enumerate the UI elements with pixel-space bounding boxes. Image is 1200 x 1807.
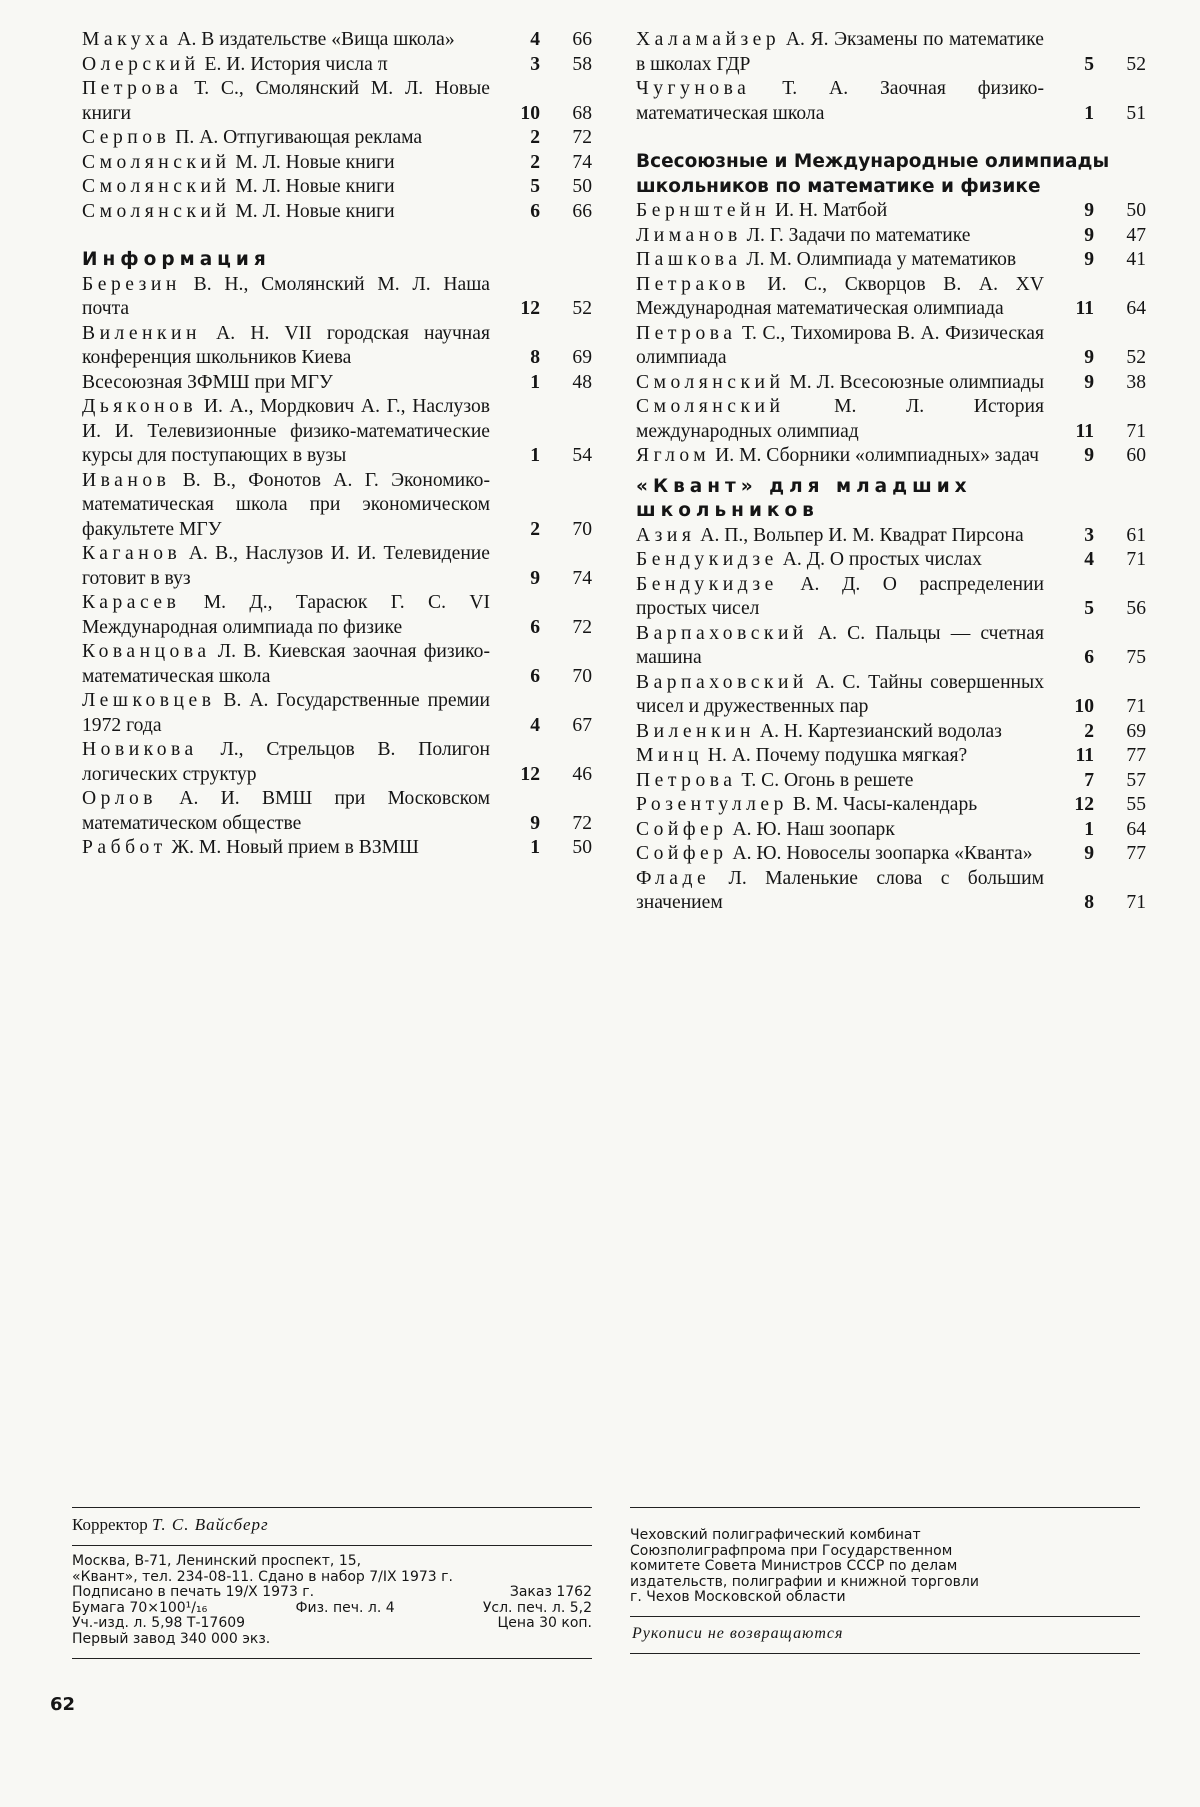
- entry-page: 71: [1126, 549, 1146, 570]
- index-entry: [82, 542, 592, 591]
- entry-title: Л. Г. Задачи по математике: [741, 224, 971, 246]
- entry-page: 51: [1126, 102, 1146, 124]
- entry-text: [82, 371, 502, 396]
- index-entry: [636, 842, 1146, 867]
- manuscripts-note: Рукописи не возвращаются: [632, 1624, 844, 1642]
- entry-title: М. Л. Всесоюзные олимпиады: [784, 371, 1044, 393]
- information-entries: [82, 273, 592, 861]
- entry-issue: 9: [1084, 445, 1094, 466]
- publication-details: [72, 1546, 592, 1648]
- entry-author: Виленкин: [636, 720, 756, 742]
- index-entry: [636, 371, 1146, 396]
- entry-author: Варпаховский: [636, 671, 808, 693]
- entry-title: Т. С. Огонь в решете: [736, 769, 914, 791]
- entry-title: Всесоюзная ЗФМШ при МГУ: [82, 371, 333, 393]
- entry-author: Сойфер: [636, 843, 728, 864]
- entry-title: Л. В. Киевская заочная физико-математическая школа: [82, 641, 490, 687]
- entry-text: [82, 175, 502, 200]
- entry-issue: 10: [520, 102, 540, 124]
- index-entry: [636, 793, 1146, 818]
- entry-text: [82, 738, 502, 787]
- entry-page: 52: [1126, 53, 1146, 75]
- entry-issue: 6: [530, 665, 540, 687]
- index-entry: [636, 77, 1146, 126]
- entry-author: Смолянский: [636, 371, 785, 393]
- entry-page: 47: [1126, 224, 1146, 246]
- entry-issue: 11: [1075, 298, 1094, 319]
- entry-author: Кованцова: [82, 641, 211, 662]
- left-top-entries: [82, 28, 592, 224]
- right-index-column: [636, 28, 1146, 916]
- entry-issue: 2: [530, 127, 540, 148]
- index-entry: [82, 77, 592, 126]
- entry-issue: 3: [1084, 524, 1094, 546]
- entry-text: [82, 787, 502, 836]
- index-entry: [636, 28, 1146, 77]
- section-title-olympiads: Всесоюзные и Международные олимпиады школьников по математике и физике: [636, 151, 1110, 197]
- entry-title: П. А. Отпугивающая реклама: [170, 127, 423, 148]
- index-entry: [82, 371, 592, 396]
- entry-page: 69: [1126, 720, 1146, 742]
- entry-issue: 12: [1074, 794, 1094, 815]
- phone-line: «Квант», тел. 234-08-11. Сдано в набор 7/IX 1973 г.: [72, 1568, 453, 1585]
- entry-text: [636, 842, 1056, 867]
- index-entry: [82, 200, 592, 225]
- entry-title: А. Н. VII городская научная конференция школьников Киева: [82, 322, 490, 368]
- index-entry: [636, 867, 1146, 916]
- index-entry: [82, 53, 592, 78]
- entry-page: 70: [572, 518, 592, 540]
- index-entry: [636, 248, 1146, 273]
- edition-sheets: Уч.-изд. л. 5,98 Т-17609: [72, 1615, 246, 1632]
- entry-page: 60: [1126, 445, 1146, 466]
- entry-page: 70: [572, 665, 592, 687]
- entry-issue: 1: [530, 837, 540, 858]
- entry-author: Бернштейн: [636, 200, 771, 221]
- index-entry: [636, 622, 1146, 671]
- entry-title: Ж. М. Новый прием в ВЗМШ: [166, 837, 419, 858]
- entry-page: 71: [1126, 696, 1146, 717]
- entry-title: Л. М. Олимпиада у математиков: [741, 249, 1017, 270]
- entry-text: [636, 322, 1056, 371]
- index-entry: [636, 524, 1146, 549]
- entry-title: И. А., Мордкович А. Г., Наслузов И. И. Телевизионные физико-математические курсы для поступающих в вузы: [82, 396, 490, 466]
- entry-page: 58: [572, 53, 592, 75]
- entry-title: Т. С., Смолянский М. Л. Новые книги: [82, 78, 490, 124]
- entry-page: 48: [572, 371, 592, 393]
- entry-title: Н. А. Почему подушка мягкая?: [702, 745, 968, 766]
- entry-issue: 1: [1084, 102, 1094, 124]
- entry-author: Орлов: [82, 788, 158, 809]
- entry-title: М. Л. История международных олимпиад: [636, 396, 1044, 442]
- imprint-right-block: [630, 1507, 1130, 1654]
- entry-title: М. Л. Новые книги: [230, 176, 395, 197]
- entry-page: 77: [1126, 745, 1146, 766]
- entry-page: 72: [572, 127, 592, 148]
- entry-issue: 5: [1084, 53, 1094, 75]
- entry-author: Макуха: [82, 29, 173, 50]
- entry-page: 50: [572, 176, 592, 197]
- entry-issue: 6: [530, 616, 540, 638]
- order-number: Заказ 1762: [509, 1584, 592, 1601]
- imprint-left-block: [72, 1507, 592, 1659]
- entry-title: А. И. ВМШ при Московском математическом обществе: [82, 788, 490, 834]
- entry-title: А. Н. Картезианский водолаз: [755, 720, 1002, 742]
- entry-text: [82, 53, 502, 78]
- entry-author: Лешковцев: [82, 690, 216, 711]
- entry-author: Петрова: [636, 322, 737, 344]
- entry-author: Смолянский: [636, 396, 785, 417]
- index-entry: [636, 548, 1146, 573]
- index-entry: [636, 720, 1146, 745]
- index-entry: [82, 395, 592, 469]
- entry-text: [636, 720, 1056, 745]
- index-entry: [636, 224, 1146, 249]
- entry-text: [82, 591, 502, 640]
- entry-text: [636, 573, 1056, 622]
- entry-issue: 9: [1084, 200, 1094, 221]
- address-line: Москва, В-71, Ленинский проспект, 15,: [72, 1553, 362, 1569]
- entry-title: Т. А. Заочная физико-математическая школа: [636, 78, 1044, 124]
- entry-page: 72: [572, 616, 592, 638]
- entry-author: Азия: [636, 524, 696, 546]
- printhouse-line: Чеховский полиграфический комбинат: [630, 1527, 921, 1543]
- printhouse-line: издательств, полиграфии и книжной торговли: [630, 1573, 979, 1590]
- physical-sheets: Физ. печ. л. 4: [295, 1599, 395, 1616]
- index-entry: [82, 640, 592, 689]
- index-entry: [636, 395, 1146, 444]
- index-entry: [82, 787, 592, 836]
- index-entry: [636, 744, 1146, 769]
- entry-page: 67: [572, 714, 592, 736]
- entry-text: [636, 793, 1056, 818]
- entry-page: 69: [572, 347, 592, 368]
- index-entry: [82, 28, 592, 53]
- entry-text: [636, 818, 1056, 843]
- entry-title: А. С. Тайны совершенных чисел и дружественных пар: [636, 671, 1044, 717]
- entry-author: Фладе: [636, 867, 711, 889]
- signed-date: Подписано в печать 19/X 1973 г.: [72, 1584, 315, 1601]
- entry-issue: 9: [1084, 249, 1094, 270]
- entry-title: И. С., Скворцов В. А. XV Международная математическая олимпиада: [636, 273, 1044, 319]
- index-entry: [82, 591, 592, 640]
- entry-issue: 1: [530, 445, 540, 466]
- entry-page: 50: [1126, 200, 1146, 221]
- entry-issue: 9: [530, 812, 540, 834]
- entry-issue: 3: [530, 53, 540, 75]
- entry-issue: 6: [530, 200, 540, 222]
- index-entry: [636, 818, 1146, 843]
- entry-issue: 6: [1084, 647, 1094, 668]
- entry-title: Т. С., Тихомирова В. А. Физическая олимпиада: [636, 322, 1044, 368]
- index-entry: [636, 671, 1146, 720]
- entry-title: А. В., Наслузов И. И. Телевидение готовит в вуз: [82, 543, 490, 589]
- entry-title: А. Я. Экзамены по математике в школах ГДР: [636, 29, 1044, 75]
- entry-issue: 12: [520, 763, 540, 785]
- index-entry: [636, 444, 1146, 469]
- index-entry: [82, 836, 592, 861]
- index-entry: [636, 199, 1146, 224]
- entry-title: В. Н., Смолянский М. Л. Наша почта: [82, 273, 490, 319]
- entry-text: [636, 524, 1056, 549]
- entry-author: Халамайзер: [636, 29, 781, 50]
- entry-text: [636, 224, 1056, 249]
- junior-entries: [636, 524, 1146, 916]
- entry-page: 38: [1126, 371, 1146, 393]
- entry-author: Минц: [636, 745, 703, 766]
- entry-issue: 5: [530, 176, 540, 197]
- entry-author: Березин: [82, 273, 181, 295]
- entry-author: Смолянский: [82, 151, 231, 173]
- entry-page: 64: [1126, 818, 1146, 840]
- index-entry: [82, 689, 592, 738]
- entry-author: Варпаховский: [636, 622, 808, 644]
- entry-text: [82, 640, 502, 689]
- entry-page: 72: [572, 812, 592, 834]
- entry-author: Новикова: [82, 739, 198, 760]
- entry-page: 74: [572, 151, 592, 173]
- entry-text: [82, 322, 502, 371]
- index-entry: [636, 573, 1146, 622]
- corrector-name: Т. С. Вайсберг: [152, 1515, 269, 1534]
- entry-author: Сойфер: [636, 818, 728, 840]
- entry-page: 55: [1126, 794, 1146, 815]
- entry-text: [636, 395, 1056, 444]
- entry-page: 54: [572, 445, 592, 466]
- entry-page: 71: [1126, 420, 1146, 442]
- entry-title: В. М. Часы-календарь: [787, 794, 978, 815]
- entry-text: [82, 469, 502, 543]
- entry-text: [636, 444, 1056, 469]
- index-entry: [82, 151, 592, 176]
- entry-issue: 4: [1084, 549, 1094, 570]
- entry-text: [82, 395, 502, 469]
- left-index-column: [82, 28, 592, 861]
- entry-author: Дьяконов: [82, 396, 198, 417]
- entry-page: 46: [572, 763, 592, 785]
- entry-text: [636, 769, 1056, 794]
- right-top-entries: [636, 28, 1146, 126]
- entry-author: Петраков: [636, 273, 750, 295]
- entry-page: 74: [572, 567, 592, 589]
- entry-text: [636, 77, 1056, 126]
- entry-issue: 9: [1084, 224, 1094, 246]
- entry-issue: 2: [1084, 720, 1094, 742]
- entry-title: Л. Маленькие слова с большим значением: [636, 867, 1044, 913]
- entry-title: И. Н. Матбой: [770, 200, 888, 221]
- entry-page: 64: [1126, 298, 1146, 319]
- entry-issue: 1: [530, 371, 540, 393]
- entry-issue: 10: [1074, 696, 1094, 717]
- entry-text: [82, 28, 502, 53]
- paper-format: Бумага 70×100¹/₁₆: [72, 1599, 208, 1616]
- entry-page: 52: [1126, 347, 1146, 368]
- entry-page: 77: [1126, 843, 1146, 864]
- entry-page: 61: [1126, 524, 1146, 546]
- entry-author: Лиманов: [636, 224, 742, 246]
- entry-issue: 8: [1084, 892, 1094, 913]
- entry-author: Карасев: [82, 592, 181, 613]
- entry-issue: 2: [530, 151, 540, 173]
- entry-issue: 9: [1084, 843, 1094, 864]
- entry-text: [82, 273, 502, 322]
- entry-text: [82, 200, 502, 225]
- entry-title: Е. И. История числа π: [199, 53, 388, 75]
- entry-author: Раббот: [82, 837, 167, 858]
- entry-title: А. С. Пальцы — счетная машина: [636, 622, 1044, 668]
- entry-issue: 7: [1084, 769, 1094, 791]
- printhouse-line: комитете Совета Министров СССР по делам: [630, 1558, 958, 1574]
- corrector-label: Корректор: [72, 1515, 148, 1534]
- entry-text: [82, 836, 502, 861]
- entry-author: Розентуллер: [636, 794, 788, 815]
- entry-issue: 5: [1084, 598, 1094, 619]
- entry-title: А. Ю. Новоселы зоопарка «Кванта»: [727, 843, 1033, 864]
- section-title-junior: «Квант» для младших школьников: [636, 475, 972, 521]
- entry-page: 41: [1126, 249, 1146, 270]
- entry-author: Иванов: [82, 469, 171, 491]
- entry-page: 50: [572, 837, 592, 858]
- corrector-line: [72, 1508, 592, 1545]
- entry-page: 57: [1126, 769, 1146, 791]
- entry-text: [82, 151, 502, 176]
- entry-author: Бендукидзе: [636, 549, 778, 570]
- entry-author: Чугунова: [636, 78, 751, 99]
- olympiad-entries: [636, 199, 1146, 469]
- printhouse-line: Союзполиграфпрома при Государственном: [630, 1542, 953, 1559]
- entry-issue: 12: [520, 298, 540, 319]
- entry-page: 56: [1126, 598, 1146, 619]
- entry-page: 52: [572, 298, 592, 319]
- entry-title: А. Д. О распределении простых чисел: [636, 573, 1044, 619]
- entry-text: [636, 273, 1056, 322]
- entry-title: М. Л. Новые книги: [230, 151, 395, 173]
- entry-title: А. В издательстве «Вища школа»: [172, 29, 455, 50]
- entry-title: А. Д. О простых числах: [777, 549, 982, 570]
- price: Цена 30 коп.: [497, 1615, 592, 1632]
- entry-author: Петрова: [636, 769, 737, 791]
- entry-issue: 4: [530, 29, 540, 50]
- index-entry: [82, 469, 592, 543]
- entry-page: 71: [1126, 892, 1146, 913]
- index-entry: [82, 738, 592, 787]
- entry-text: [82, 126, 502, 151]
- entry-page: 66: [572, 200, 592, 222]
- print-run: Первый завод 340 000 экз.: [72, 1630, 271, 1647]
- entry-issue: 9: [530, 567, 540, 589]
- entry-issue: 8: [530, 347, 540, 368]
- entry-author: Каганов: [82, 543, 182, 564]
- entry-author: Яглом: [636, 445, 711, 466]
- section-title-information: Информация: [82, 249, 271, 270]
- entry-author: Виленкин: [82, 322, 202, 344]
- entry-author: Пашкова: [636, 249, 742, 270]
- entry-title: В. А. Государственные премии 1972 года: [82, 690, 490, 736]
- entry-issue: 9: [1084, 371, 1094, 393]
- entry-title: М. Д., Тарасюк Г. С. VI Международная олимпиада по физике: [82, 592, 490, 638]
- entry-page: 68: [572, 102, 592, 124]
- entry-text: [636, 744, 1056, 769]
- entry-title: Л., Стрельцов В. Полигон логических структур: [82, 739, 490, 785]
- entry-issue: 9: [1084, 347, 1094, 368]
- entry-page: 75: [1126, 647, 1146, 668]
- entry-issue: 11: [1075, 420, 1094, 442]
- entry-author: Смолянский: [82, 176, 231, 197]
- entry-author: Смолянский: [82, 200, 231, 222]
- entry-issue: 11: [1075, 745, 1094, 766]
- conventional-sheets: Усл. печ. л. 5,2: [482, 1599, 592, 1616]
- entry-text: [636, 199, 1056, 224]
- entry-title: М. Л. Новые книги: [230, 200, 395, 222]
- entry-author: Серпов: [82, 127, 171, 148]
- printhouse-line: г. Чехов Московской области: [630, 1589, 846, 1605]
- entry-text: [636, 867, 1056, 916]
- entry-text: [636, 371, 1056, 396]
- entry-issue: 1: [1084, 818, 1094, 840]
- entry-issue: 4: [530, 714, 540, 736]
- entry-title: И. М. Сборники «олимпиадных» задач: [710, 445, 1039, 466]
- index-entry: [636, 273, 1146, 322]
- entry-title: А. Ю. Наш зоопарк: [727, 818, 895, 840]
- entry-text: [636, 28, 1056, 77]
- entry-text: [636, 671, 1056, 720]
- index-entry: [82, 322, 592, 371]
- index-entry: [82, 273, 592, 322]
- entry-author: Бендукидзе: [636, 573, 778, 595]
- entry-text: [636, 548, 1056, 573]
- entry-text: [82, 689, 502, 738]
- entry-title: В. В., Фонотов А. Г. Экономико-математическая школа при экономическом факультете МГУ: [82, 469, 490, 540]
- entry-text: [636, 622, 1056, 671]
- index-entry: [82, 126, 592, 151]
- entry-text: [636, 248, 1056, 273]
- entry-page: 66: [572, 29, 592, 50]
- entry-author: Олерский: [82, 53, 200, 75]
- entry-title: А. П., Вольпер И. М. Квадрат Пирсона: [695, 524, 1024, 546]
- printhouse-info: [630, 1508, 1130, 1616]
- entry-text: [82, 77, 502, 126]
- entry-text: [82, 542, 502, 591]
- index-entry: [82, 175, 592, 200]
- index-entry: [636, 769, 1146, 794]
- entry-author: Петрова: [82, 78, 183, 99]
- index-entry: [636, 322, 1146, 371]
- entry-issue: 2: [530, 518, 540, 540]
- page-number: 62: [50, 1694, 76, 1715]
